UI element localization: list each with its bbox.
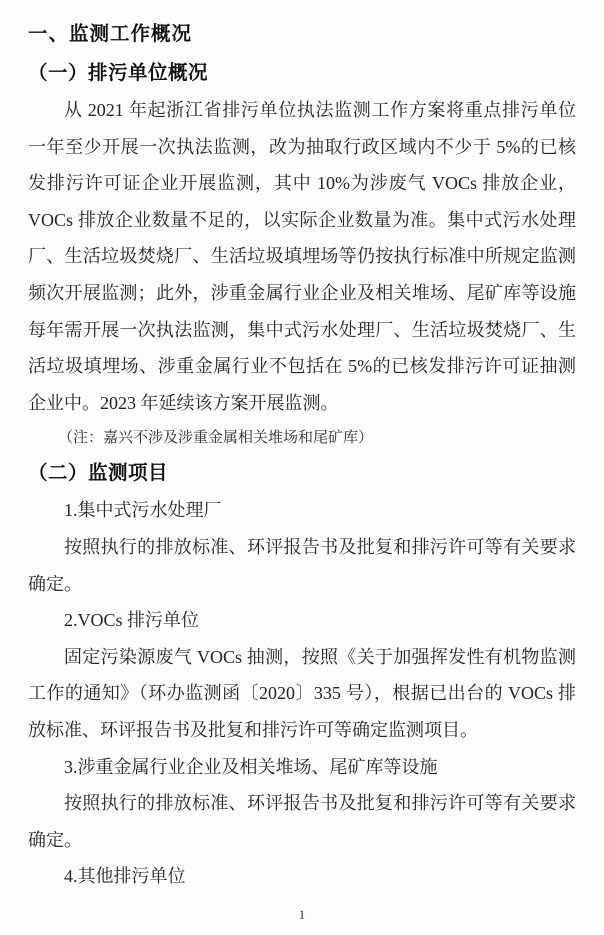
overview-paragraph: 从 2021 年起浙江省排污单位执法监测工作方案将重点排污单位一年至少开展一次执法监测，改为抽取行政区域内不少于 5%的已核发排污许可证企业开展监测，其中 10%为涉废气 VOCs 排放企业，VOCs 排放企业数量不足的，以实际企业数量为准。集中式污水处理厂、生活垃圾焚烧厂、生活垃圾填埋场等仍按执行标准中所规定监测频次开展监测；此外，涉重金属行业企业及相关堆场、尾矿库等设施每年需开展一次执法监测，集中式污水处理厂、生活垃圾焚烧厂、生活垃圾填埋场、涉重金属行业不包括在 5%的已核发排污许可证抽测企业中。2023 年延续该方案开展监测。 bbox=[28, 100, 576, 413]
page-number: 1 bbox=[298, 908, 306, 922]
item-3-body: 按照执行的排放标准、环评报告书及批复和排污许可等有关要求确定。 bbox=[28, 793, 576, 850]
item-2-title: 2.VOCs 排污单位 bbox=[64, 610, 200, 631]
note-line: （注：嘉兴不涉及涉重金属相关堆场和尾矿库） bbox=[58, 430, 374, 447]
item-2-body: 固定污染源废气 VOCs 抽测，按照《关于加强挥发性有机物监测工作的通知》（环办监测函〔2020〕335 号），根据已出台的 VOCs 排放标准、环评报告书及批复和排污许可等确定监测项目。 bbox=[28, 646, 576, 740]
item-4-title: 4.其他排污单位 bbox=[64, 866, 186, 887]
item-1-body: 按照执行的排放标准、环评报告书及批复和排污许可等有关要求确定。 bbox=[28, 536, 576, 594]
section-heading-monitoring-items: （二）监测项目 bbox=[28, 463, 169, 485]
item-1-title: 1.集中式污水处理厂 bbox=[64, 500, 222, 521]
section-heading-pollutant-units: （一）排污单位概况 bbox=[28, 63, 209, 84]
item-3-title: 3.涉重金属行业企业及相关堆场、尾矿库等设施 bbox=[64, 756, 438, 777]
chapter-heading: 一、监测工作概况 bbox=[28, 24, 193, 45]
